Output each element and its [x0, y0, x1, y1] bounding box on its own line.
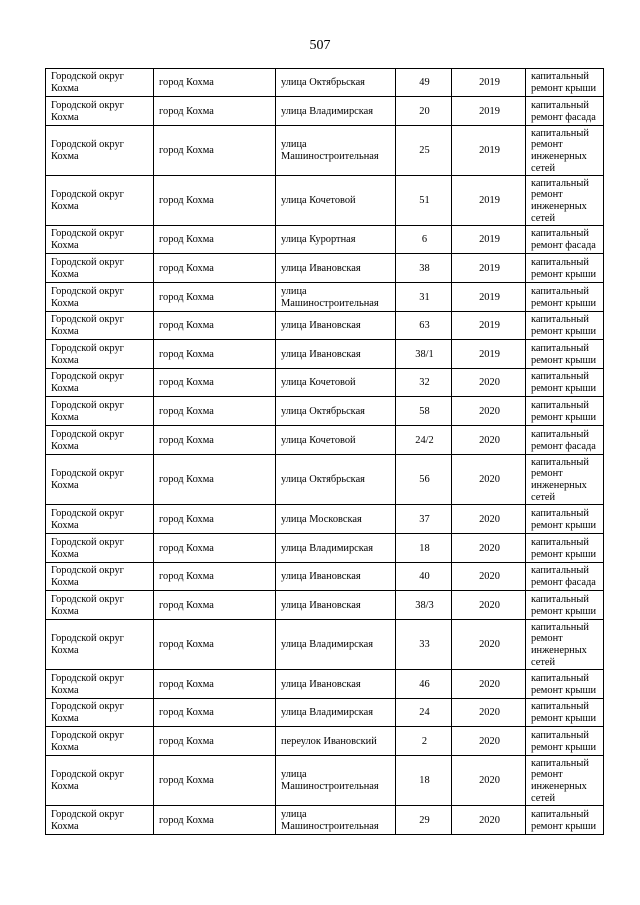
town-cell: город Кохма — [154, 69, 276, 97]
street-cell: улица Кочетовой — [276, 369, 396, 397]
town-cell: город Кохма — [154, 340, 276, 369]
town-cell: город Кохма — [154, 563, 276, 591]
street-cell: улица Октябрьская — [276, 455, 396, 505]
street-cell: улица Ивановская — [276, 563, 396, 591]
work-type-cell: капитальный ремонт инженерных сетей — [526, 756, 604, 806]
district-cell: Городской округ Кохма — [46, 727, 154, 756]
year-cell: 2019 — [452, 69, 526, 97]
district-cell: Городской округ Кохма — [46, 455, 154, 505]
town-cell: город Кохма — [154, 97, 276, 126]
town-cell: город Кохма — [154, 369, 276, 397]
table-row — [46, 283, 604, 312]
work-type-cell: капитальный ремонт фасада — [526, 226, 604, 254]
work-type-cell: капитальный ремонт крыши — [526, 670, 604, 699]
year-cell: 2020 — [452, 534, 526, 563]
street-cell: улица Октябрьская — [276, 69, 396, 97]
year-cell: 2020 — [452, 505, 526, 534]
town-cell: город Кохма — [154, 126, 276, 176]
house-cell: 51 — [396, 176, 452, 226]
district-cell: Городской округ Кохма — [46, 756, 154, 806]
town-cell: город Кохма — [154, 455, 276, 505]
year-cell: 2020 — [452, 591, 526, 620]
town-cell: город Кохма — [154, 312, 276, 340]
house-cell: 2 — [396, 727, 452, 756]
district-cell: Городской округ Кохма — [46, 176, 154, 226]
street-cell: улица Кочетовой — [276, 426, 396, 455]
street-cell: улица Кочетовой — [276, 176, 396, 226]
street-cell: улица Владимирская — [276, 699, 396, 727]
town-cell: город Кохма — [154, 283, 276, 312]
house-cell: 40 — [396, 563, 452, 591]
town-cell: город Кохма — [154, 397, 276, 426]
house-cell: 63 — [396, 312, 452, 340]
table-row — [46, 226, 604, 254]
year-cell: 2020 — [452, 455, 526, 505]
district-cell: Городской округ Кохма — [46, 69, 154, 97]
table-row — [46, 426, 604, 455]
work-type-cell: капитальный ремонт фасада — [526, 97, 604, 126]
registry-table-body — [46, 69, 604, 835]
table-row — [46, 806, 604, 835]
year-cell: 2020 — [452, 620, 526, 670]
work-type-cell: капитальный ремонт крыши — [526, 369, 604, 397]
street-cell: улица Машиностроительная — [276, 126, 396, 176]
table-row — [46, 126, 604, 176]
table-row — [46, 312, 604, 340]
house-cell: 25 — [396, 126, 452, 176]
street-cell: улица Ивановская — [276, 591, 396, 620]
table-row — [46, 369, 604, 397]
house-cell: 24 — [396, 699, 452, 727]
street-cell: улица Курортная — [276, 226, 396, 254]
table-row — [46, 563, 604, 591]
street-cell: улица Ивановская — [276, 340, 396, 369]
district-cell: Городской округ Кохма — [46, 534, 154, 563]
table-row — [46, 455, 604, 505]
street-cell: улица Ивановская — [276, 254, 396, 283]
town-cell: город Кохма — [154, 176, 276, 226]
work-type-cell: капитальный ремонт крыши — [526, 397, 604, 426]
year-cell: 2019 — [452, 226, 526, 254]
work-type-cell: капитальный ремонт крыши — [526, 69, 604, 97]
district-cell: Городской округ Кохма — [46, 591, 154, 620]
table-row — [46, 340, 604, 369]
work-type-cell: капитальный ремонт крыши — [526, 699, 604, 727]
town-cell: город Кохма — [154, 534, 276, 563]
district-cell: Городской округ Кохма — [46, 340, 154, 369]
page-number: 507 — [309, 38, 331, 53]
work-type-cell: капитальный ремонт крыши — [526, 505, 604, 534]
town-cell: город Кохма — [154, 699, 276, 727]
house-cell: 29 — [396, 806, 452, 835]
house-cell: 32 — [396, 369, 452, 397]
work-type-cell: капитальный ремонт крыши — [526, 727, 604, 756]
street-cell: улица Владимирская — [276, 97, 396, 126]
year-cell: 2019 — [452, 176, 526, 226]
registry-table — [45, 68, 604, 835]
street-cell: улица Владимирская — [276, 620, 396, 670]
year-cell: 2020 — [452, 426, 526, 455]
house-cell: 37 — [396, 505, 452, 534]
year-cell: 2020 — [452, 699, 526, 727]
district-cell: Городской округ Кохма — [46, 254, 154, 283]
street-cell: улица Ивановская — [276, 312, 396, 340]
year-cell: 2019 — [452, 283, 526, 312]
table-row — [46, 397, 604, 426]
town-cell: город Кохма — [154, 591, 276, 620]
table-row — [46, 254, 604, 283]
house-cell: 56 — [396, 455, 452, 505]
work-type-cell: капитальный ремонт инженерных сетей — [526, 176, 604, 226]
work-type-cell: капитальный ремонт фасада — [526, 563, 604, 591]
table-row — [46, 620, 604, 670]
table-row — [46, 505, 604, 534]
district-cell: Городской округ Кохма — [46, 699, 154, 727]
work-type-cell: капитальный ремонт инженерных сетей — [526, 126, 604, 176]
year-cell: 2019 — [452, 340, 526, 369]
year-cell: 2019 — [452, 312, 526, 340]
district-cell: Городской округ Кохма — [46, 563, 154, 591]
year-cell: 2020 — [452, 563, 526, 591]
house-cell: 18 — [396, 534, 452, 563]
work-type-cell: капитальный ремонт инженерных сетей — [526, 620, 604, 670]
table-row — [46, 69, 604, 97]
work-type-cell: капитальный ремонт крыши — [526, 806, 604, 835]
year-cell: 2020 — [452, 806, 526, 835]
house-cell: 49 — [396, 69, 452, 97]
district-cell: Городской округ Кохма — [46, 505, 154, 534]
year-cell: 2019 — [452, 126, 526, 176]
district-cell: Городской округ Кохма — [46, 620, 154, 670]
district-cell: Городской округ Кохма — [46, 670, 154, 699]
district-cell: Городской округ Кохма — [46, 397, 154, 426]
work-type-cell: капитальный ремонт инженерных сетей — [526, 455, 604, 505]
street-cell: улица Машиностроительная — [276, 283, 396, 312]
district-cell: Городской округ Кохма — [46, 806, 154, 835]
work-type-cell: капитальный ремонт крыши — [526, 591, 604, 620]
year-cell: 2020 — [452, 397, 526, 426]
district-cell: Городской округ Кохма — [46, 97, 154, 126]
town-cell: город Кохма — [154, 727, 276, 756]
house-cell: 33 — [396, 620, 452, 670]
year-cell: 2019 — [452, 254, 526, 283]
house-cell: 18 — [396, 756, 452, 806]
house-cell: 31 — [396, 283, 452, 312]
work-type-cell: капитальный ремонт фасада — [526, 426, 604, 455]
district-cell: Городской округ Кохма — [46, 312, 154, 340]
table-row — [46, 534, 604, 563]
work-type-cell: капитальный ремонт крыши — [526, 534, 604, 563]
work-type-cell: капитальный ремонт крыши — [526, 283, 604, 312]
year-cell: 2020 — [452, 727, 526, 756]
work-type-cell: капитальный ремонт крыши — [526, 254, 604, 283]
year-cell: 2020 — [452, 756, 526, 806]
house-cell: 38 — [396, 254, 452, 283]
house-cell: 58 — [396, 397, 452, 426]
house-cell: 20 — [396, 97, 452, 126]
year-cell: 2020 — [452, 369, 526, 397]
town-cell: город Кохма — [154, 806, 276, 835]
town-cell: город Кохма — [154, 254, 276, 283]
street-cell: улица Октябрьская — [276, 397, 396, 426]
house-cell: 6 — [396, 226, 452, 254]
work-type-cell: капитальный ремонт крыши — [526, 340, 604, 369]
table-row — [46, 97, 604, 126]
house-cell: 38/3 — [396, 591, 452, 620]
street-cell: улица Владимирская — [276, 534, 396, 563]
town-cell: город Кохма — [154, 756, 276, 806]
house-cell: 38/1 — [396, 340, 452, 369]
table-row — [46, 727, 604, 756]
street-cell: переулок Ивановский — [276, 727, 396, 756]
town-cell: город Кохма — [154, 226, 276, 254]
table-row — [46, 670, 604, 699]
town-cell: город Кохма — [154, 670, 276, 699]
house-cell: 46 — [396, 670, 452, 699]
district-cell: Городской округ Кохма — [46, 126, 154, 176]
district-cell: Городской округ Кохма — [46, 426, 154, 455]
town-cell: город Кохма — [154, 505, 276, 534]
table-row — [46, 591, 604, 620]
district-cell: Городской округ Кохма — [46, 226, 154, 254]
year-cell: 2019 — [452, 97, 526, 126]
year-cell: 2020 — [452, 670, 526, 699]
work-type-cell: капитальный ремонт крыши — [526, 312, 604, 340]
district-cell: Городской округ Кохма — [46, 283, 154, 312]
table-row — [46, 176, 604, 226]
street-cell: улица Ивановская — [276, 670, 396, 699]
town-cell: город Кохма — [154, 620, 276, 670]
town-cell: город Кохма — [154, 426, 276, 455]
street-cell: улица Московская — [276, 505, 396, 534]
table-row — [46, 699, 604, 727]
street-cell: улица Машиностроительная — [276, 756, 396, 806]
district-cell: Городской округ Кохма — [46, 369, 154, 397]
street-cell: улица Машиностроительная — [276, 806, 396, 835]
table-row — [46, 756, 604, 806]
house-cell: 24/2 — [396, 426, 452, 455]
